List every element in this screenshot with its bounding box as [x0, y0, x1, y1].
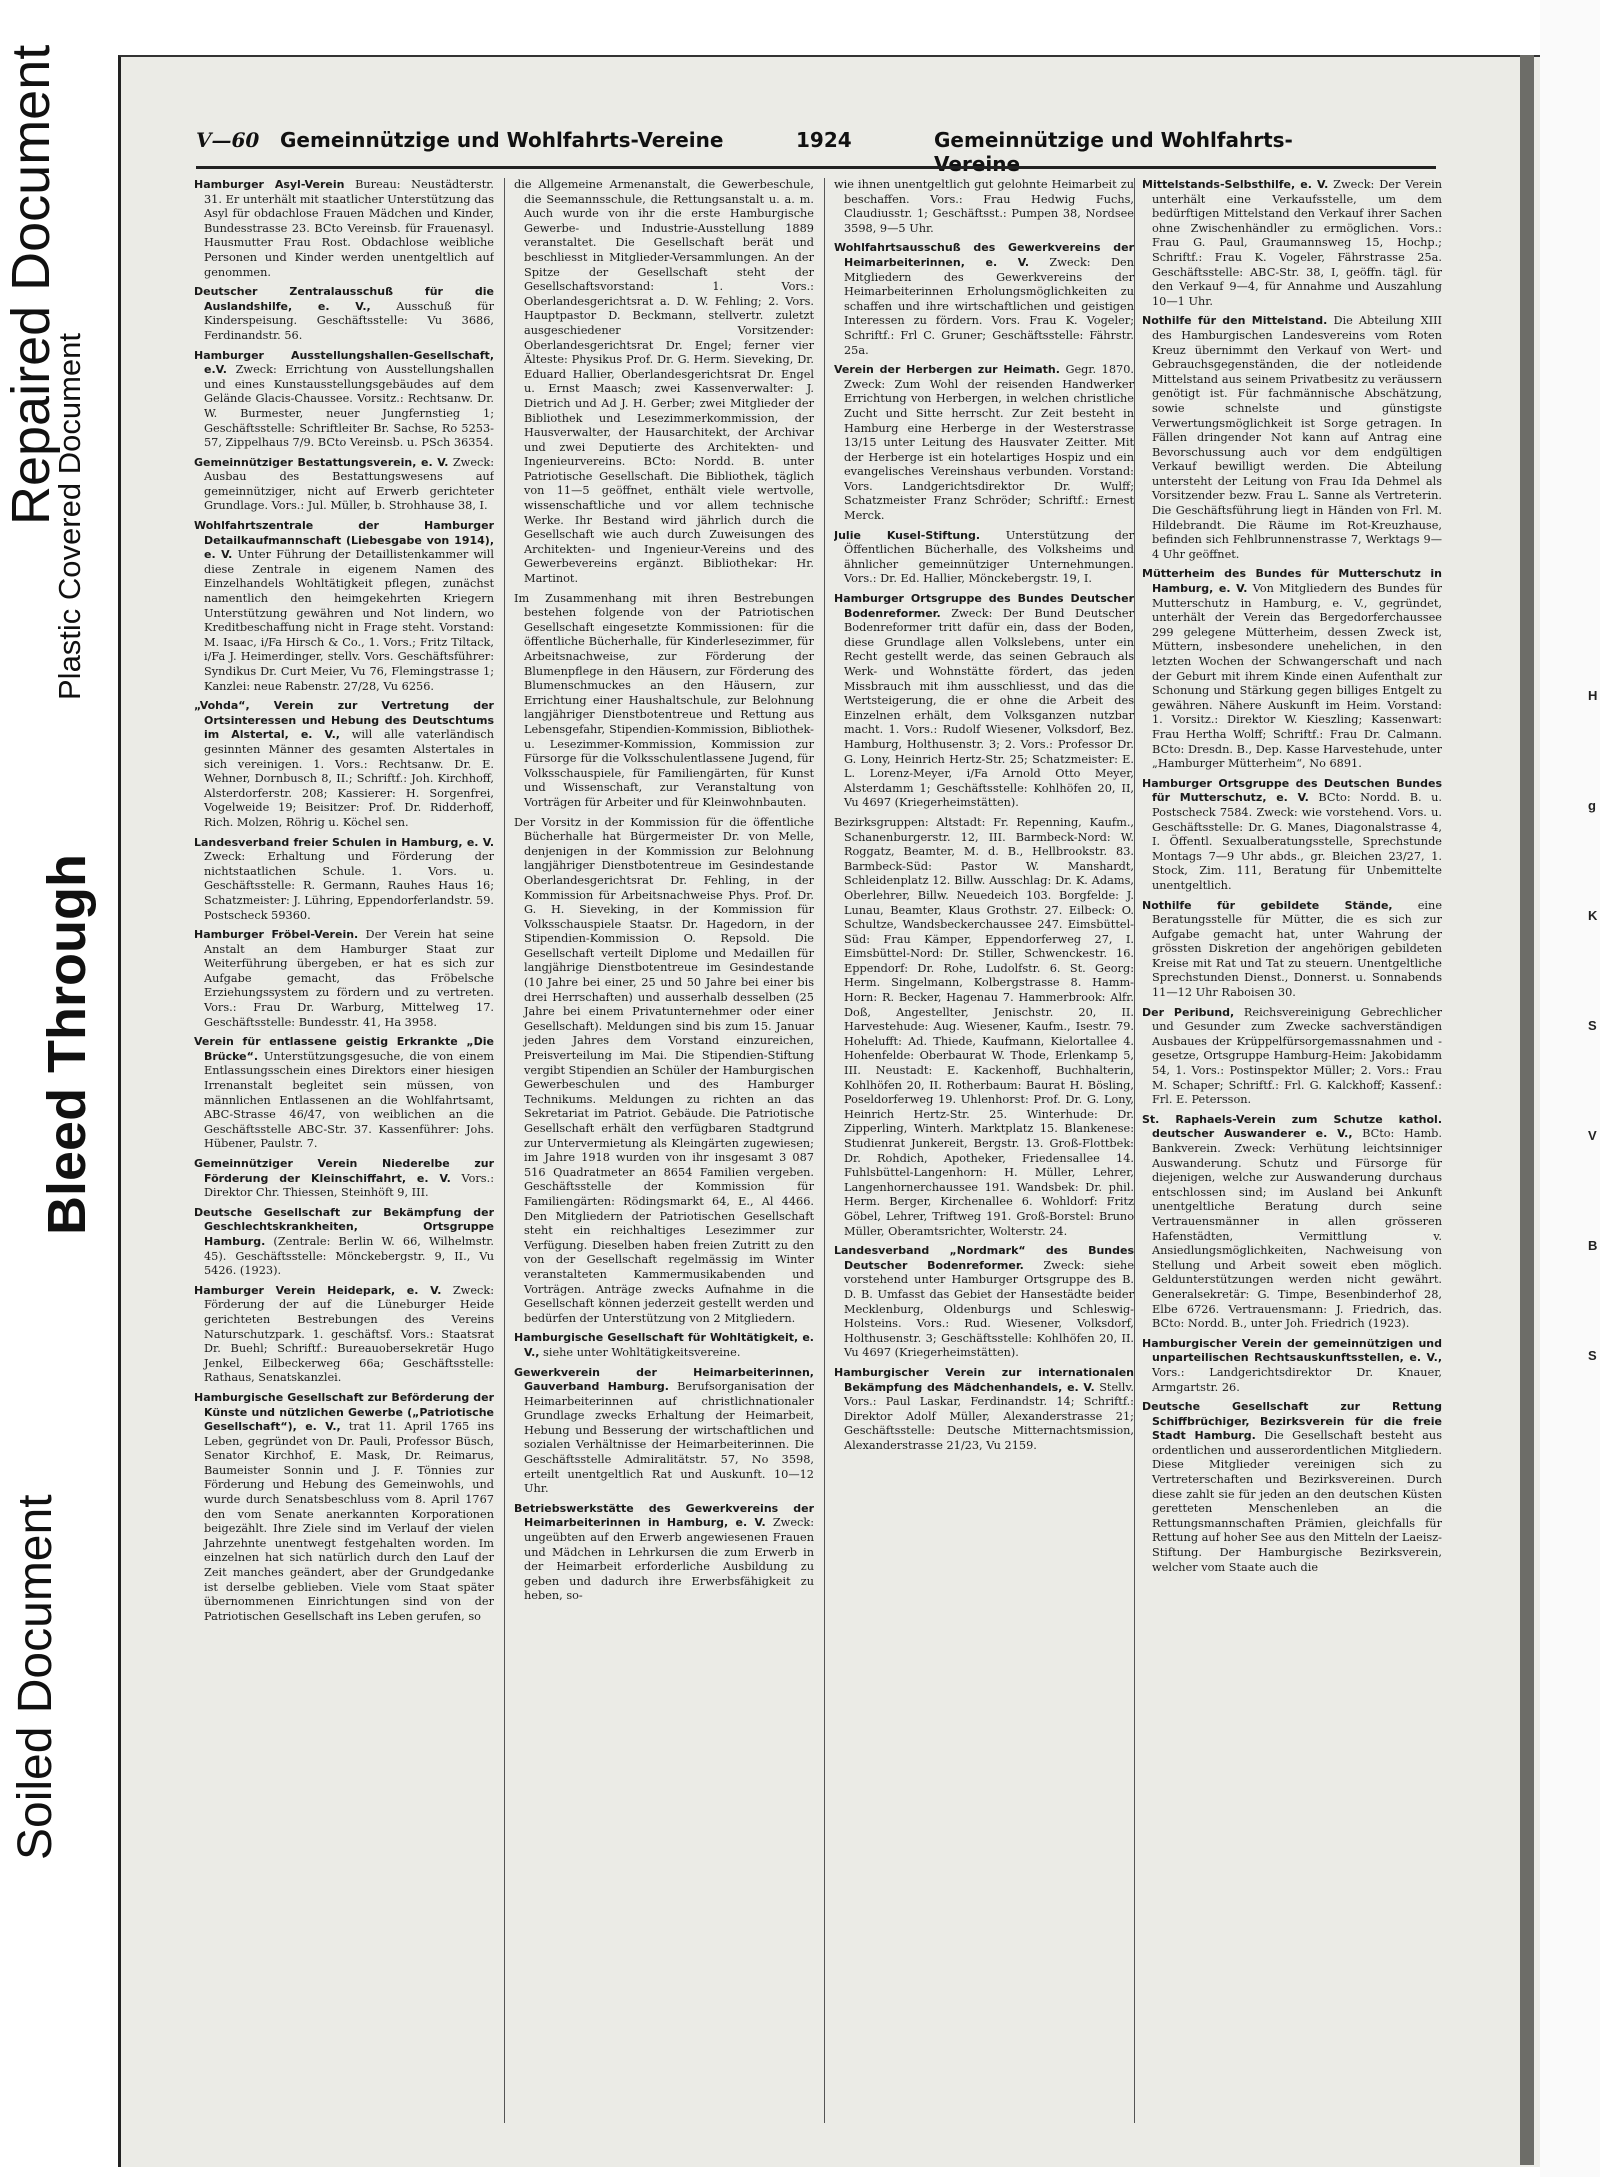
- directory-entry: [194, 1157, 494, 1201]
- directory-entry: [834, 1244, 1134, 1361]
- adjacent-page-letter: B: [1588, 1238, 1598, 1253]
- entry-title: Der Peribund,: [1142, 1005, 1235, 1019]
- entry-body: Gegr. 1870. Zweck: Zum Wohl der reisenden Handwerker Errichtung von Herbergen, in welchen christliche Zucht und Sitte herrscht. Zur Zeit besteht in Hamburg eine Herberge in der Westerstrasse 13/15 unter Leitung des Hausvater Zeitter. Mit der Herberge ist ein hotelartiges Hospiz und ein evangelisches Vereinshaus verbunden. Vorstand: Vors. Landgerichtsdirektor Dr. Wulff; Schatzmeister Franz Schröder; Schriftf.: Ernest Merck.: [844, 363, 1134, 523]
- entry-title: Wohlfahrtszentrale der Hamburger Detailkaufmannschaft (Liebesgabe von 1914), e. V.: [194, 519, 494, 562]
- directory-entry: [1142, 1400, 1442, 1575]
- entry-body: Zweck: Förderung der auf die Lüneburger Heide gerichteten Bestrebungen des Vereins Naturschutzpark. 1. geschäftsf. Vors.: Staatsrat Dr. Buehl; Schriftf.: Bureauobersekretär Hugo Jenkel, Eilbeckerweg 66a; Geschäftsstelle: Rathaus, Senatskanzlei.: [204, 1283, 494, 1385]
- directory-entry: [514, 592, 814, 811]
- entry-title: St. Raphaels-Verein zum Schutze kathol. deutscher Auswanderer e. V.,: [1142, 1112, 1442, 1141]
- entry-title: Deutsche Gesellschaft zur Bekämpfung der Geschlechtskrankheiten, Ortsgruppe Hamburg.: [194, 1205, 494, 1248]
- entry-title: „Vohda“, Verein zur Vertretung der Ortsinteressen und Hebung des Deutschtums im Alstertal, e. V.,: [194, 699, 494, 742]
- directory-entry: [194, 349, 494, 451]
- entry-body: wie ihnen unentgeltlich gut gelohnte Heimarbeit zu beschaffen. Vors.: Frau Hedwig Fuchs, Claudiusstr. 1; Geschäftsst.: Pumpen 38, Nordsee 3598, 9—5 Uhr.: [834, 178, 1134, 235]
- text-column-2: [514, 178, 814, 2123]
- entry-title: Gemeinnütziger Verein Niederelbe zur Förderung der Kleinschiffahrt, e. V.: [194, 1157, 494, 1185]
- entry-title: Gemeinnütziger Bestattungsverein, e. V.: [194, 455, 449, 469]
- entry-title: Nothilfe für gebildete Stände,: [1142, 898, 1393, 912]
- entry-title: Deutscher Zentralausschuß für die Auslandshilfe, e. V.,: [194, 285, 494, 313]
- entry-title: Julie Kusel-Stiftung.: [834, 528, 981, 542]
- column-rule-2: [824, 178, 825, 2123]
- entry-body: Von Mitgliedern des Bundes für Mutterschutz in Hamburg, e. V., gegründet, unterhält der Verein das Bergedorferchaussee 299 gelegene Mütterheim, dessen Zweck ist, Müttern, insbesondere unehelichen, in den letzten Wochen der Schwangerschaft und nach der Geburt mit ihrem Kinde einen Aufenthalt zur Schonung und Stärkung gegen billiges Entgelt zu gewähren. Nähere Auskunft im Heim. Vorstand: 1. Vorsitz.: Direktor W. Kieszling; Kassenwart: Frau Hertha Wolff; Schriftf.: Frau Dr. Calmann. BCto: Dresdn. B., Dep. Kasse Harvestehude, unter „Hamburger Mütterheim“, No 6891.: [1152, 582, 1442, 771]
- text-column-4: [1142, 178, 1442, 2123]
- entry-title: Verein für entlassene geistig Erkrankte „Die Brücke“.: [194, 1035, 494, 1063]
- directory-entry: [514, 1331, 814, 1360]
- directory-entry: [194, 1035, 494, 1152]
- directory-entry: [194, 519, 494, 694]
- adjacent-page-letter: S: [1588, 1018, 1597, 1033]
- entry-body: BCto: Hamb. Bankverein. Zweck: Verhütung leichtsinniger Auswanderung. Schutz und Fürsorge für diejenigen, welche zur Auswanderung durchaus entschlossen sind; im Ausland bei Ankunft unentgeltliche Beratung durch seine Vertrauensmänner in allen grösseren Hafenstädten, Vermittlung v. Ansiedlungsmöglichkeiten, Nachweisung von Stellung und Arbeit soweit eben möglich. Geldunterstützungen werden nicht gewährt. Generalsekretär: G. Timpe, Besenbinderhof 28, Elbe 6726. Vertrauensmann: J. Friedrich, das. BCto: Nordd. B., unter Joh. Friedrich (1923).: [1152, 1127, 1442, 1331]
- entry-body: Zweck: Der Bund Deutscher Bodenreformer tritt dafür ein, dass der Boden, diese Grundlage allen Volkslebens, unter ein Recht gestellt werde, das seinen Gebrauch als Werk- und Wohnstätte fördert, das jeden Missbrauch mit ihm ausschliesst, und das die Wertsteigerung, die er ohne die Arbeit des Einzelnen erhält, dem Volksganzen nutzbar macht. 1. Vors.: Rudolf Wiesener, Volksdorf, Bez. Hamburg, Holthusenstr. 3; 2. Vors.: Professor Dr. G. Lony, Heinrich Hertz-Str. 25; Schatzmeister: E. L. Lorenz-Meyer, i/Fa Arnold Otto Meyer, Alsterdamm 1; Geschäftsstelle: Kohlhöfen 20, II, Vu 4697 (Kriegerheimstätten).: [844, 606, 1134, 810]
- entry-title: Hamburger Fröbel-Verein.: [194, 928, 359, 942]
- column-rule-3: [1134, 178, 1135, 2123]
- directory-entry: [1142, 178, 1442, 309]
- entry-body: Bezirksgruppen: Altstadt: Fr. Repenning, Kaufm., Schanenburgerstr. 12, III. Barmbeck-Nord: W. Roggatz, Beamter, M. d. B., Hellbrookstr. 83. Barmbeck-Süd: Pastor W. Manshardt, Schleidenplatz 12. Billw. Ausschlag: Dr. K. Adams, Oberlehrer, Billw. Neuedeich 103. Borgfelde: J. Lunau, Beamter, Klaus Grothstr. 27. Eilbeck: O. Schultze, Wandsbeckerchaussee 247. Eimsbüttel-Süd: Frau Kämper, Eppendorferweg 27, I. Eimsbüttel-Nord: Dr. Stiller, Schwenckestr. 16. Eppendorf: Dr. Rohe, Ludolfstr. 6. St. Georg: Herm. Singelmann, Kolbergstrasse 8. Hamm-Horn: R. Becker, Hagenau 7. Hammerbrook: Alfr. Doß, Angestellter, Jenischstr. 20, II. Harvestehude: Aug. Wiesener, Kaufm., Isestr. 79. Hohelufft: Ad. Thiede, Kaufmann, Kielortallee 4. Hohenfelde: Oberbaurat W. Thode, Erlenkamp 5, III. Neustadt: E. Kackenhoff, Buchhalterin, Kohlhöfen 20, II. Rotherbaum: Baurat H. Bösling, Poseldorferweg 19. Uhlenhorst: Prof. Dr. G. Lony, Heinrich Hertz-Str. 25. Winterhude: Dr. Zipperling, Winterh. Marktplatz 15. Blankenese: Studienrat Junkereit, Bergstr. 13. Groß-Flottbek: Dr. Rohdich, Apotheker, Friedensallee 14. Fuhlsbüttel-Langenhorn: H. Müller, Lehrer, Langenhornerchaussee 191. Wandsbek: Dr. phil. Herm. Berger, Kirchenallee 6. Wohldorf: Fritz Göbel, Lehrer, Triftweg 191. Groß-Borstel: Bruno Müller, Oberamtsrichter, Wolterstr. 24.: [834, 815, 1134, 1238]
- directory-entry: [834, 592, 1134, 811]
- label-bleed-through: Bleed Through: [37, 854, 97, 1235]
- adjacent-page-letter: K: [1588, 908, 1598, 923]
- entry-body: Zweck: Ausbau des Bestattungswesens auf gemeinnütziger, nicht auf Erwerb gerichteter Grundlage. Vors.: Jul. Müller, b. Strohhause 38, I.: [204, 455, 494, 513]
- entry-title: Betriebswerkstätte des Gewerkvereins der Heimarbeiterinnen in Hamburg, e. V.: [514, 1501, 814, 1530]
- label-soiled-document: Soiled Document: [9, 1494, 62, 1860]
- entry-body: Vors.: Direktor Chr. Thiessen, Steinhöft 9, III.: [204, 1171, 494, 1200]
- side-labels: [0, 0, 118, 2177]
- entry-body: Stellv. Vors.: Paul Laskar, Ferdinandstr. 14; Schriftf.: Direktor Adolf Müller, Alexanderstrasse 21; Geschäftsstelle: Deutsche Mitternachtsmission, Alexanderstrasse 21/23, Vu 2159.: [844, 1380, 1134, 1452]
- label-plastic-covered-document: Plastic Covered Document: [52, 333, 87, 700]
- entry-body: Berufsorganisation der Heimarbeiterinnen auf christlichnationaler Grundlage zwecks Erhaltung der Heimarbeit, Hebung und Besserung der wirtschaftlichen und sozialen Verhältnisse der Heimarbeiterinnen. Die Geschäftsstelle Admiralitätstr. 57, No 3598, erteilt unentgeltlich Rat und Auskunft. 10—12 Uhr.: [524, 1380, 814, 1496]
- directory-entry: [1142, 567, 1442, 771]
- entry-title: Mittelstands-Selbsthilfe, e. V.: [1142, 178, 1329, 191]
- directory-entry: [1142, 1337, 1442, 1395]
- header-left-title: Gemeinnützige und Wohlfahrts-Vereine: [280, 128, 724, 152]
- directory-entry: [514, 178, 814, 587]
- entry-body: Der Verein hat seine Anstalt an dem Hamburger Staat zur Weiterführung übergeben, er hat es sich zur Aufgabe gemacht, das Fröbelsche Erziehungssystem zu fördern und zu vertreten. Vors.: Frau Dr. Warburg, Mittelweg 17. Geschäftsstelle: Bundesstr. 41, Ha 3958.: [204, 928, 494, 1029]
- directory-entry: [194, 699, 494, 830]
- directory-entry: [194, 1391, 494, 1625]
- adjacent-page-letter: S: [1588, 1348, 1597, 1363]
- entry-body: Bureau: Neustädterstr. 31. Er unterhält mit staatlicher Unterstützung das Asyl für obdachlose Frauen Mädchen und Kinder, Bundesstrasse 23. BCto Vereinsb. für Frauenasyl. Hausmutter Frau Rost. Obdachlose weibliche Personen und Kinder werden unentgeltlich auf genommen.: [204, 178, 494, 279]
- entry-body: Zweck: Erhaltung und Förderung der nichtstaatlichen Schule. 1. Vors. u. Geschäftsstelle: R. Germann, Rauhes Haus 16; Schatzmeister: J. Lühring, Eppendorferlandstr. 59. Postscheck 59360.: [204, 850, 494, 922]
- entry-title: Verein der Herbergen zur Heimath.: [834, 363, 1060, 377]
- directory-entry: [514, 816, 814, 1327]
- entry-title: Mütterheim des Bundes für Mutterschutz in Hamburg, e. V.: [1142, 567, 1442, 596]
- header-year: 1924: [796, 128, 852, 152]
- directory-entry: [194, 1284, 494, 1386]
- directory-entry: [1142, 314, 1442, 562]
- entry-title: Hamburger Ortsgruppe des Deutschen Bundes für Mutterschutz, e. V.: [1142, 776, 1442, 805]
- entry-title: Hamburgische Gesellschaft zur Beförderung der Künste und nützlichen Gewerbe („Patriotische Gesellschaft“), e. V.,: [194, 1390, 494, 1434]
- entry-body: trat 11. April 1765 ins Leben, gegründet von Dr. Pauli, Professor Büsch, Senator Kirchhof, E. Mask, Dr. Reimarus, Baumeister Sonnin und J. F. Tönnies zur Förderung und Hebung des Gemeinwohls, und wurde durch Senatsbeschluss vom 8. April 1767 den vom Senate anerkannten Korporationen beigezählt. Ihre Ziele sind im Verlauf der vielen Jahrzehnte unentwegt festgehalten worden. Im einzelnen hat sich natürlich durch den Lauf der Zeit manches geändert, aber der Grundgedanke ist derselbe geblieben. Viele vom Staat später übernommenen Einrichtungen sind von der Patriotischen Gesellschaft ins Leben gerufen, so: [204, 1420, 494, 1623]
- entry-title: Hamburgischer Verein der gemeinnützigen und unparteilischen Rechtsauskunftsstellen, e. V.,: [1142, 1336, 1442, 1365]
- directory-entry: [1142, 899, 1442, 1001]
- adjacent-page-letter: g: [1588, 798, 1596, 813]
- page-number: V—60: [196, 128, 260, 152]
- entry-body: Zweck: Der Verein unterhält eine Verkaufsstelle, um dem bedürftigen Mittelstand den Verkauf ihrer Sachen ohne Zwischenhändler zu ermöglichen. Vors.: Frau G. Paul, Graumannsweg 15, Hochp.; Schriftf.: Frau K. Vogeler, Fährstrasse 25a. Geschäftsstelle: ABC-Str. 38, I, geöffn. tägl. für den Verkauf 9—4, für Annahme und Auszahlung 10—1 Uhr.: [1152, 178, 1442, 308]
- directory-entry: [194, 928, 494, 1030]
- entry-body: Zweck: Errichtung von Ausstellungshallen und eines Kunstausstellungsgebäudes auf dem Gelände Glacis-Chaussee. Vorsitz.: Rechtsanw. Dr. W. Burmester, neuer Jungfernstieg 1; Geschäftsstelle: Schriftleiter Br. Sachse, Ro 5253-57, Zippelhaus 7/9. BCto Vereinsb. u. PSch 36354.: [204, 363, 494, 450]
- entry-body: die Allgemeine Armenanstalt, die Gewerbeschule, die Seemannsschule, die Rettungsanstalt u. a. m. Auch wurde von ihr die erste Hamburgische Gewerbe- und Industrie-Ausstellung 1889 veranstaltet. Die Gesellschaft berät und beschliesst in Mitglieder-Versammlungen. An der Spitze der Gesellschaft steht der Gesellschaftsvorstand: 1. Vors.: Oberlandesgerichtsrat a. D. W. Fehling; 2. Vors. Hauptpastor D. Beckmann, stellvertr. zuletzt ausgeschiedener Vorsitzender: Oberlandesgerichtsrat Dr. Engel; ferner vier Älteste: Physikus Prof. Dr. G. Herm. Sieveking, Dr. Eduard Hallier, Oberlandesgerichtsrat Dr. Engel u. Ernst Maasch; zwei Kassenverwalter: J. Dietrich und Ad J. H. Gerber; zwei Mitglieder der Bibliothek und Lesezimmerkommission, der Hausverwalter, der Hausarchitekt, der Archivar und zwei Deputierte des Architekten- und Ingenieurvereins. BCto: Nordd. B. unter Patriotische Gesellschaft. Die Bibliothek, täglich von 11—5 geöffnet, enthält viele wertvolle, wissenschaftliche und vor allem technische Werke. Ihr Bestand wird jährlich durch die Gesellschaft wie auch durch Zuweisungen des Architekten- und Ingenieur-Vereins und des Gewerbevereins ergänzt. Bibliothekar: Hr. Martinot.: [514, 178, 814, 586]
- entry-title: Hamburgische Gesellschaft für Wohltätigkeit, e. V.,: [514, 1331, 814, 1359]
- directory-entry: [514, 1366, 814, 1497]
- entry-title: Landesverband „Nordmark“ des Bundes Deutscher Bodenreformer.: [834, 1244, 1134, 1272]
- directory-entry: [834, 816, 1134, 1239]
- adjacent-page-letter: V: [1588, 1128, 1597, 1143]
- directory-entry: [194, 836, 494, 924]
- text-column-1: [194, 178, 494, 2123]
- page-header: [196, 128, 1326, 176]
- adjacent-page-letter: H: [1588, 688, 1598, 703]
- entry-body: BCto: Nordd. B. u. Postscheck 7584. Zweck: wie vorstehend. Vors. u. Geschäftsstelle: Dr. G. Manes, Diagonalstrasse 4, I. Öffentl. Sexualberatungsstelle, Sprechstunde Montags 7—9 Uhr abds., gr. Bleichen 23/27, 1. Stock, Zim. 111, Beratung für Unbemittelte unentgeltlich.: [1152, 791, 1442, 892]
- entry-title: Deutsche Gesellschaft zur Rettung Schiffbrüchiger, Bezirksverein für die freie Stadt Hamburg.: [1142, 1400, 1442, 1443]
- directory-entry: [834, 363, 1134, 524]
- entry-title: Hamburger Ausstellungshallen-Gesellschaft, e.V.: [194, 348, 494, 377]
- entry-body: Ausschuß für Kinderspeisung. Geschäftsstelle: Vu 3686, Ferdinandstr. 56.: [204, 299, 494, 342]
- directory-entry: [194, 285, 494, 343]
- entry-body: Vors.: Landgerichtsdirektor Dr. Knauer, Armgartstr. 26.: [1152, 1365, 1442, 1394]
- directory-entry: [834, 1366, 1134, 1454]
- directory-entry: [194, 178, 494, 280]
- text-column-3: [834, 178, 1134, 2123]
- entry-body: siehe unter Wohltätigkeitsvereine.: [543, 1345, 741, 1359]
- entry-title: Nothilfe für den Mittelstand.: [1142, 314, 1328, 328]
- directory-entry: [834, 241, 1134, 358]
- entry-title: Gewerkverein der Heimarbeiterinnen, Gauverband Hamburg.: [514, 1365, 814, 1394]
- entry-body: Im Zusammenhang mit ihren Bestrebungen bestehen folgende von der Patriotischen Gesellschaft eingesetzte Kommissionen: für die öffentliche Bücherhalle, für Kinderlesezimmer, für Arbeitsnachweise, zur Förderung der Blumenpflege in den Häusern, zur Förderung des Blumenschmuckes an den Häusern, zur Errichtung einer Haushaltschule, zur Belohnung langjähriger Dienstbotentreue und Rettung aus Lebensgefahr, Stipendien-Kommission, Bibliothek- u. Lesezimmer-Kommission, Kommission zur Fürsorge für die Volksschulentlassene Jugend, für Volksschauspiele, für Familiengärten, für Kunst und Wissenschaft, zur Veranstaltung von Vorträgen für Arbeiter und für Kleinwohnbauten.: [514, 591, 814, 809]
- entry-body: eine Beratungsstelle für Mütter, die es sich zur Aufgabe gemacht hat, unter Wahrung der grössten Diskretion der angehörigen gebildeten Kreise mit Rat und Tat zu steuern. Unentgeltliche Sprechstunden Dienst., Donnerst. u. Sonnabends 11—12 Uhr Raboisen 30.: [1152, 898, 1442, 1000]
- entry-body: Zweck: siehe vorstehend unter Hamburger Ortsgruppe des B. D. B. Umfasst das Gebiet der Hansestädte beider Mecklenburg, Oldenburgs und Schleswig-Holsteins. Vors.: Rud. Wiesener, Volksdorf, Holthusenstr. 3; Geschäftsstelle: Kohlhöfen 20, II. Vu 4697 (Kriegerheimstätten).: [844, 1258, 1134, 1360]
- directory-entry: [834, 529, 1134, 587]
- directory-entry: [834, 178, 1134, 236]
- label-repaired-document: Repaired Document: [1, 44, 61, 525]
- entry-body: Reichsvereinigung Gebrechlicher und Gesunder zum Zwecke sachverständigen Ausbaues der Krüppelfürsorgemassnahmen und -gesetze, Ortsgruppe Hamburg-Heim: Jakobidamm 54, 1. Vors.: Postinspektor Müller; 2. Vors.: Frau M. Schaper; Schriftf.: Frl. G. Kalckhoff; Kassenf.: Frl. E. Petersson.: [1152, 1005, 1442, 1107]
- page-right-edge: [1520, 55, 1534, 2165]
- directory-entry: [1142, 777, 1442, 894]
- adjacent-page-strip: [1540, 0, 1600, 2177]
- entry-title: Hamburgischer Verein zur internationalen Bekämpfung des Mädchenhandels, e. V.: [834, 1365, 1134, 1394]
- entry-title: Hamburger Ortsgruppe des Bundes Deutscher Bodenreformer.: [834, 592, 1134, 620]
- entry-body: Zweck: ungeübten auf den Erwerb angewiesenen Frauen und Mädchen in Lehrkursen die zum Erwerb in der Heimarbeit erforderliche Ausbildung zu geben und dadurch ihre Erwerbsfähigkeit zu heben, so-: [524, 1516, 814, 1603]
- entry-body: (Zentrale: Berlin W. 66, Wilhelmstr. 45). Geschäftsstelle: Mönckebergstr. 9, II., Vu 5426. (1923).: [204, 1234, 494, 1278]
- entry-title: Hamburger Asyl-Verein: [194, 178, 345, 191]
- entry-body: Unterstützungsgesuche, die von einem Entlassungsschein eines Direktors einer hiesigen Irrenanstalt begleitet sein müssen, von männlichen Entlassenen an die Wohlfahrtsamt, ABC-Strasse 46/47, von weiblichen an die Geschäftsstelle ABC-Str. 37. Kassenführer: Johs. Hübener, Paulstr. 7.: [204, 1049, 494, 1151]
- entry-title: Hamburger Verein Heidepark, e. V.: [194, 1283, 442, 1297]
- header-rule: [196, 166, 1436, 169]
- entry-body: Die Gesellschaft besteht aus ordentlichen und ausserordentlichen Mitgliedern. Diese Mitglieder vereinigen sich zu Vertreterschaften und Bezirksvereinen. Durch diese zahlt sie für jeden an den deutschen Küsten geretteten Menschenleben an die Rettungsmannschaften Prämien, gleichfalls für Rettung auf hoher See aus den Mitteln der Laeisz-Stiftung. Der Hamburgische Bezirksverein, welcher vom Staate auch die: [1152, 1429, 1442, 1574]
- entry-body: Die Abteilung XIII des Hamburgischen Landesvereins vom Roten Kreuz übernimmt den Verkauf von Wert- und Gebrauchsgegenständen, die der notleidende Mittelstand aus seinem Privatbesitz zu veräussern genötigt ist. Für fachmännische Abschätzung, sowie schnelste und günstigste Verwertungsmöglichkeit ist Sorge getragen. In Fällen dringender Not kann auf Antrag eine Bevorschussung auch vor dem endgültigen Verkauf bewilligt werden. Die Abteilung untersteht der Leitung von Frau Ida Dehmel als Vorsitzender bezw. Frau L. Sanne als Vertreterin. Die Geschäftsführung liegt in Händen von Frl. M. Hildebrandt. Die Räume im Rot-Kreuzhause, befinden sich Fehlbrunnenstrasse 7, Werktags 9—4 Uhr geöffnet.: [1152, 314, 1442, 561]
- column-rule-1: [504, 178, 505, 2123]
- directory-entry: [194, 456, 494, 514]
- entry-body: Unter Führung der Detaillistenkammer will diese Zentrale in eigenem Namen des Einzelhandels Wohltätigkeit pflegen, zunächst namentlich den heimgekehrten Kriegern Unterstützung gewähren und Not lindern, wo Kreditbeschaffung nicht in Frage steht. Vorstand: M. Isaac, i/Fa Hirsch & Co., 1. Vors.; Fritz Tiltack, i/Fa J. Heimerdinger, stellv. Vors. Geschäftsführer: Syndikus Dr. Curt Meier, Vu 76, Flemingstrasse 1; Kanzlei: neue Rabenstr. 27/28, Vu 6256.: [204, 548, 494, 693]
- directory-entry: [1142, 1113, 1442, 1332]
- directory-entry: [1142, 1006, 1442, 1108]
- header-right-title: Gemeinnützige und Wohlfahrts-Vereine: [934, 128, 1293, 176]
- entry-title: Landesverband freier Schulen in Hamburg, e. V.: [194, 835, 494, 849]
- directory-entry: [194, 1206, 494, 1279]
- entry-body: Der Vorsitz in der Kommission für die öffentliche Bücherhalle hat Bürgermeister Dr. von Melle, denjenigen in der Kommission zur Belohnung langjähriger Dienstbotentreue im Gesindestande Oberlandesgerichtsrat Dr. Fehling, in der Kommission für Arbeitsnachweise Phys. Prof. Dr. G. H. Sieveking, in der Kommission für Volksschauspiele Staatsr. Dr. Hagedorn, in der Stipendien-Kommission O. Repsold. Die Gesellschaft verteilt Diplome und Medaillen für langjährige Dienstbotentreue im Gesindestande (10 Jahre bei einer, 25 und 50 Jahre bei einer bis drei Herrschaften) und ausserhalb desselben (25 Jahre bei einem Privatunternehmer oder einer Gesellschaft). Meldungen sind bis zum 15. Januar jeden Jahres dem Vorstand einzureichen, Preisverteilung im Mai. Die Stipendien-Stiftung vergibt Stipendien an Schüler der Hamburgischen Gewerbeschulen und des Hamburger Technikums. Meldungen zu richten an das Sekretariat im Patriot. Gebäude. Die Patriotische Gesellschaft erhält den verfügbaren Stadtgrund zur Untervermietung als Kleingärten zugewiesen; im Jahre 1918 wurden von ihr insgesamt 3 087 516 Quadratmeter an 8654 Familien vergeben. Geschäftsstelle der Kommission für Familiengärten: Rödingsmarkt 64, E., Al 4466. Den Mitgliedern der Patriotischen Gesellschaft steht ein reichhaltiges Lesezimmer zur Verfügung. Dieselben haben freien Zutritt zu den von der Gesellschaft regelmässig im Winter veranstalteten Kammermusikabenden und Vorträgen. Anträge zwecks Aufnahme in die Gesellschaft können jederzeit gestellt werden und bedürfen der Unterstützung von 2 Mitgliedern.: [514, 815, 814, 1325]
- entry-body: Unterstützung der Öffentlichen Bücherhalle, des Volksheims und ähnlicher gemeinnütziger Unternehmungen. Vors.: Dr. Ed. Hallier, Mönckebergstr. 19, I.: [844, 528, 1134, 586]
- directory-entry: [514, 1502, 814, 1604]
- entry-title: Wohlfahrtsausschuß des Gewerkvereins der Heimarbeiterinnen, e. V.: [834, 241, 1134, 269]
- entry-body: will alle vaterländisch gesinnten Männer des gesamten Alstertales in sich vereinigen. 1. Vors.: Rechtsanw. Dr. E. Wehner, Dornbusch 8, II.; Schriftf.: Joh. Kirchhoff, Alsterdorferstr. 208; Kassierer: H. Sorgenfrei, Vogelweide 19; Beisitzer: Prof. Dr. Ridderhoff, Rich. Molzen, Röhrig u. Köchel sen.: [204, 728, 494, 829]
- entry-body: Zweck: Den Mitgliedern des Gewerkvereins der Heimarbeiterinnen Erholungsmöglichkeiten zu schaffen und ihre wirtschaftlichen und geistigen Interessen zu fördern. Vors. Frau K. Vogeler; Schriftf.: Frl C. Gruner; Geschäftsstelle: Fährstr. 25a.: [844, 255, 1134, 357]
